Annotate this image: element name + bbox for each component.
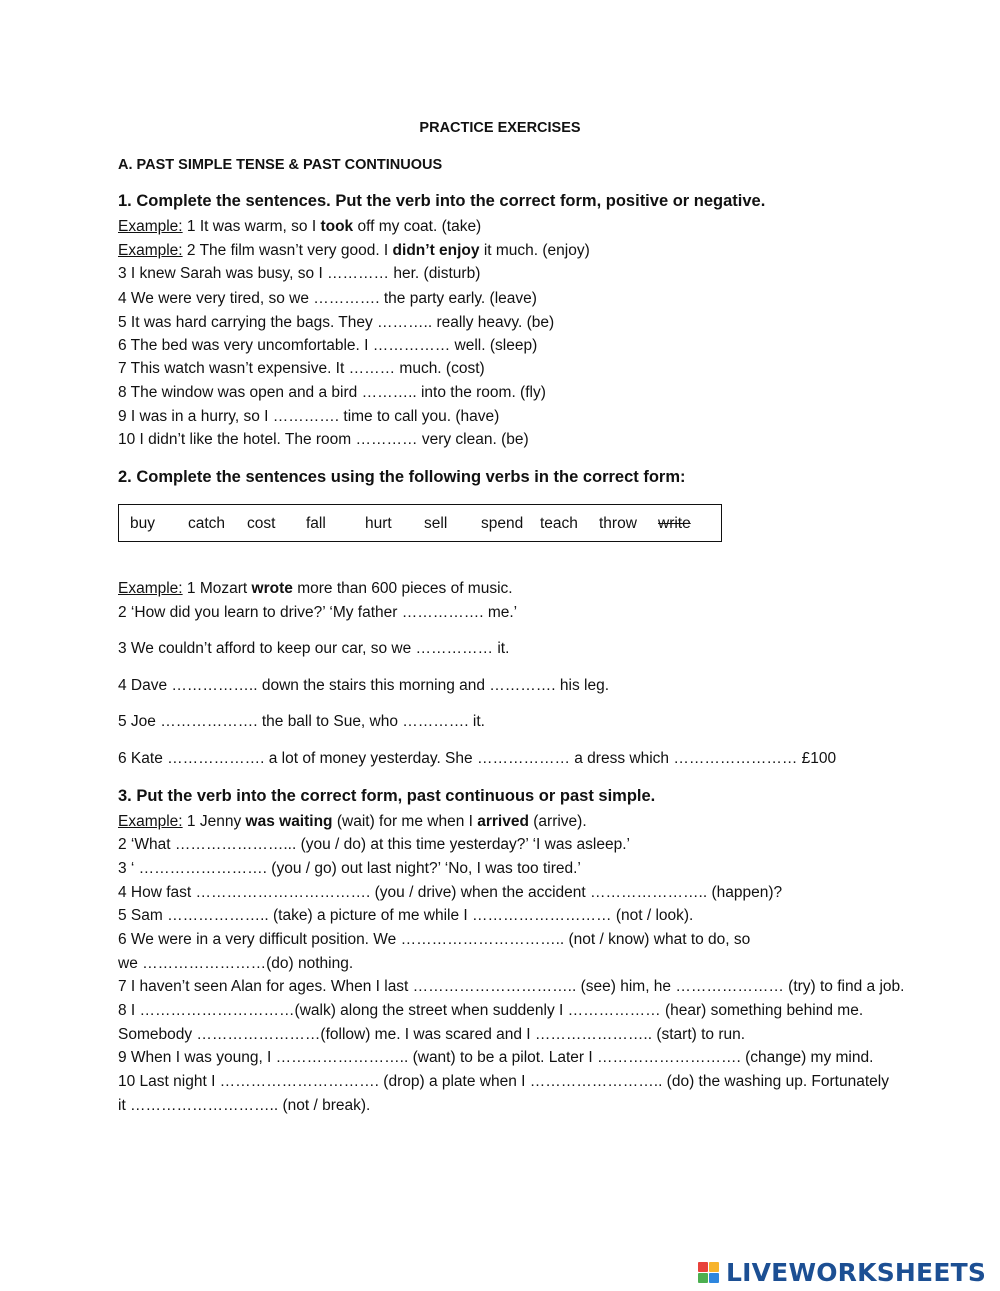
- exercise2-item[interactable]: 4 Dave …………….. down the stairs this morning and …………. his leg.: [118, 677, 610, 694]
- word-bank-word: catch: [188, 515, 226, 532]
- exercise1-item[interactable]: 3 I knew Sarah was busy, so I ………… her. (disturb): [118, 265, 481, 282]
- example-text: (arrive).: [528, 813, 587, 830]
- exercise1-heading: 1. Complete the sentences. Put the verb into the correct form, positive or negative.: [118, 192, 766, 210]
- logo-cubes-icon: [698, 1260, 722, 1284]
- word-bank-word: buy: [130, 515, 155, 532]
- word-bank-word: teach: [540, 515, 578, 532]
- word-bank-word: spend: [481, 515, 524, 532]
- word-bank-word: cost: [247, 515, 276, 532]
- exercise2-item[interactable]: 5 Joe ………………. the ball to Sue, who …………. it.: [118, 713, 485, 730]
- logo-text: LIVEWORKSHEETS: [726, 1257, 987, 1287]
- example-text: 1 It was warm, so I: [182, 218, 321, 235]
- example-text: off my coat. (take): [353, 218, 482, 235]
- exercise3-item[interactable]: 2 ‘What …………………... (you / do) at this time yesterday?’ ‘I was asleep.’: [118, 836, 630, 853]
- exercise1-item[interactable]: 6 The bed was very uncomfortable. I …………… well. (sleep): [118, 337, 538, 354]
- exercise3-heading: 3. Put the verb into the correct form, past continuous or past simple.: [118, 787, 656, 805]
- example-text: it much. (enjoy): [479, 242, 590, 259]
- example-answer: wrote: [251, 580, 293, 597]
- exercise2-heading: 2. Complete the sentences using the following verbs in the correct form:: [118, 468, 686, 486]
- example-label: Example:: [118, 218, 183, 235]
- example-label: Example:: [118, 580, 183, 597]
- example-label: Example:: [118, 813, 183, 830]
- exercise3-item[interactable]: 3 ‘ ……………………. (you / go) out last night?’ ‘No, I was too tired.’: [118, 860, 581, 877]
- example-answer: didn’t enjoy: [392, 242, 480, 259]
- liveworksheets-logo: [698, 1257, 986, 1287]
- word-bank-word: hurt: [365, 515, 392, 532]
- exercise2-item[interactable]: 6 Kate ………………. a lot of money yesterday. She ……………… a dress which …………………… £100: [118, 750, 837, 767]
- word-bank-word: sell: [424, 515, 448, 532]
- exercise1-item[interactable]: 7 This watch wasn’t expensive. It ……… much. (cost): [118, 360, 485, 377]
- exercise3-item[interactable]: 10 Last night I …………………………. (drop) a plate when I …………………….. (do) the washing up. Fortunately: [118, 1073, 889, 1090]
- exercise3-item[interactable]: 8 I …………………………(walk) along the street when suddenly I ……………… (hear) something behind me.: [118, 1002, 864, 1019]
- exercise1-item[interactable]: 4 We were very tired, so we …………. the party early. (leave): [118, 290, 537, 307]
- example-text: 2 The film wasn’t very good. I: [182, 242, 393, 259]
- word-bank-word: fall: [306, 515, 326, 532]
- word-bank-box: [118, 504, 722, 542]
- example-answer: arrived: [477, 813, 529, 830]
- exercise3-item[interactable]: Somebody ……………………(follow) me. I was scared and I ………………….. (start) to run.: [118, 1026, 746, 1043]
- example-answer: took: [320, 218, 354, 235]
- exercise3-item[interactable]: we ……………………(do) nothing.: [118, 955, 354, 972]
- example-text: more than 600 pieces of music.: [292, 580, 513, 597]
- exercise1-item[interactable]: 5 It was hard carrying the bags. They ……….. really heavy. (be): [118, 314, 555, 331]
- example-text: 1 Jenny: [182, 813, 246, 830]
- exercise2-item[interactable]: 3 We couldn’t afford to keep our car, so we …………… it.: [118, 640, 510, 657]
- example-text: 1 Mozart: [182, 580, 252, 597]
- word-bank-word: throw: [599, 515, 637, 532]
- section-title: A. PAST SIMPLE TENSE & PAST CONTINUOUS: [118, 157, 443, 173]
- exercise2-item[interactable]: 2 ‘How did you learn to drive?’ ‘My father ……………. me.’: [118, 604, 518, 621]
- exercise1-item[interactable]: 9 I was in a hurry, so I …………. time to call you. (have): [118, 408, 500, 425]
- exercise3-item[interactable]: 4 How fast ……………………………. (you / drive) when the accident ………………….. (happen)?: [118, 884, 783, 901]
- example-label: Example:: [118, 242, 183, 259]
- exercise3-item[interactable]: it ……………………….. (not / break).: [118, 1097, 371, 1114]
- exercise1-item[interactable]: 10 I didn’t like the hotel. The room ………… very clean. (be): [118, 431, 529, 448]
- word-bank-word-used: write: [658, 515, 691, 532]
- exercise1-example-1: [118, 218, 481, 236]
- page-title: PRACTICE EXERCISES: [419, 120, 581, 136]
- exercise3-example: [118, 813, 587, 831]
- exercise1-item[interactable]: 8 The window was open and a bird ……….. into the room. (fly): [118, 384, 546, 401]
- exercise3-item[interactable]: 6 We were in a very difficult position. We ………………………….. (not / know) what to do, so: [118, 931, 751, 948]
- example-text: (wait) for me when I: [332, 813, 478, 830]
- exercise3-item[interactable]: 5 Sam ……………….. (take) a picture of me while I ……………………… (not / look).: [118, 907, 694, 924]
- exercise2-example: [118, 580, 513, 598]
- exercise1-example-2: [118, 242, 590, 260]
- exercise3-item[interactable]: 7 I haven’t seen Alan for ages. When I last ………………………….. (see) him, he ………………… (try) to find a job.: [118, 978, 905, 995]
- exercise3-item[interactable]: 9 When I was young, I …………………….. (want) to be a pilot. Later I ………………………. (change) my mind.: [118, 1049, 874, 1066]
- example-answer: was waiting: [245, 813, 333, 830]
